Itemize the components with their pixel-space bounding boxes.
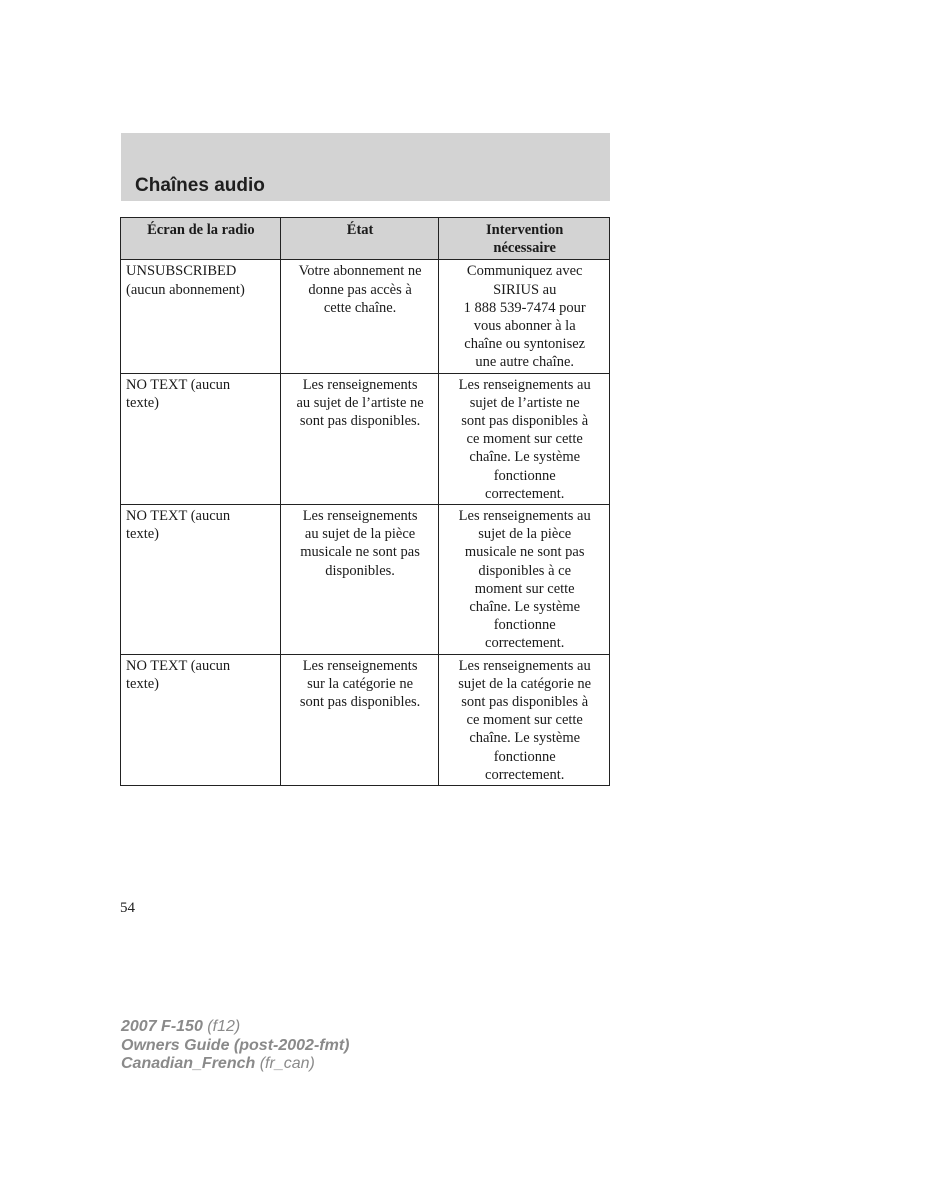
document-footer: [121, 1018, 349, 1074]
column-header-display-label: Écran de la radio: [147, 222, 255, 238]
action-text: Communiquez avec SIRIUS au 1 888 539-7474 pour vous abonner à la chaîne ou syntonisez une autre chaîne.: [463, 263, 586, 371]
footer-guide: Owners Guide (post-2002-fmt): [121, 1036, 350, 1054]
section-title: Chaînes audio: [135, 175, 265, 196]
page-number: 54: [120, 900, 135, 916]
action-text: Les renseignements au sujet de l’artiste ne sont pas disponibles à ce moment sur cette chaîne. Le système fonctionne correctement.: [458, 376, 591, 502]
display-text: NO TEXT (aucun texte): [126, 376, 231, 411]
display-cell: [121, 505, 281, 655]
radio-status-table: [120, 217, 610, 786]
table-row: [121, 373, 610, 504]
column-header-action: [439, 218, 610, 260]
display-cell: [121, 373, 281, 504]
table-header-row: [121, 218, 610, 260]
column-header-state-label: État: [346, 222, 374, 238]
display-cell: [121, 654, 281, 785]
action-text: Les renseignements au sujet de la pièce musicale ne sont pas disponibles à ce moment sur cette chaîne. Le système fonctionne correctement.: [458, 508, 591, 652]
display-text: NO TEXT (aucun texte): [126, 657, 231, 692]
footer-language: Canadian_French: [121, 1055, 256, 1072]
state-text: Les renseignements sur la catégorie ne sont pas disponibles.: [299, 657, 421, 711]
display-cell: [121, 260, 281, 373]
footer-language-code: (fr_can): [259, 1055, 315, 1072]
column-header-action-label: Intervention nécessaire: [486, 222, 564, 257]
column-header-state: [280, 218, 439, 260]
table-row: [121, 505, 610, 655]
display-text: NO TEXT (aucun texte): [126, 508, 231, 543]
state-cell: [280, 260, 439, 373]
footer-model: 2007 F-150: [121, 1018, 203, 1035]
column-header-display: [121, 218, 281, 260]
state-text: Votre abonnement ne donne pas accès à cette chaîne.: [298, 263, 422, 316]
footer-line-3: [121, 1055, 349, 1074]
state-cell: [280, 654, 439, 785]
display-text: UNSUBSCRIBED (aucun abonnement): [126, 263, 245, 298]
action-cell: [439, 373, 610, 504]
state-cell: [280, 373, 439, 504]
action-text: Les renseignements au sujet de la catégorie ne sont pas disponibles à ce moment sur cette chaîne. Le système fonctionne correctement.: [458, 657, 592, 783]
action-cell: [439, 654, 610, 785]
state-text: Les renseignements au sujet de l’artiste ne sont pas disponibles.: [296, 376, 424, 430]
footer-model-code: (f12): [207, 1018, 241, 1035]
section-header-band: [121, 133, 610, 201]
action-cell: [439, 260, 610, 373]
state-cell: [280, 505, 439, 655]
state-text: Les renseignements au sujet de la pièce musicale ne sont pas disponibles.: [300, 508, 420, 579]
footer-line-2: [121, 1037, 349, 1056]
footer-line-1: [121, 1018, 349, 1037]
table-row: [121, 260, 610, 373]
action-cell: [439, 505, 610, 655]
table-row: [121, 654, 610, 785]
